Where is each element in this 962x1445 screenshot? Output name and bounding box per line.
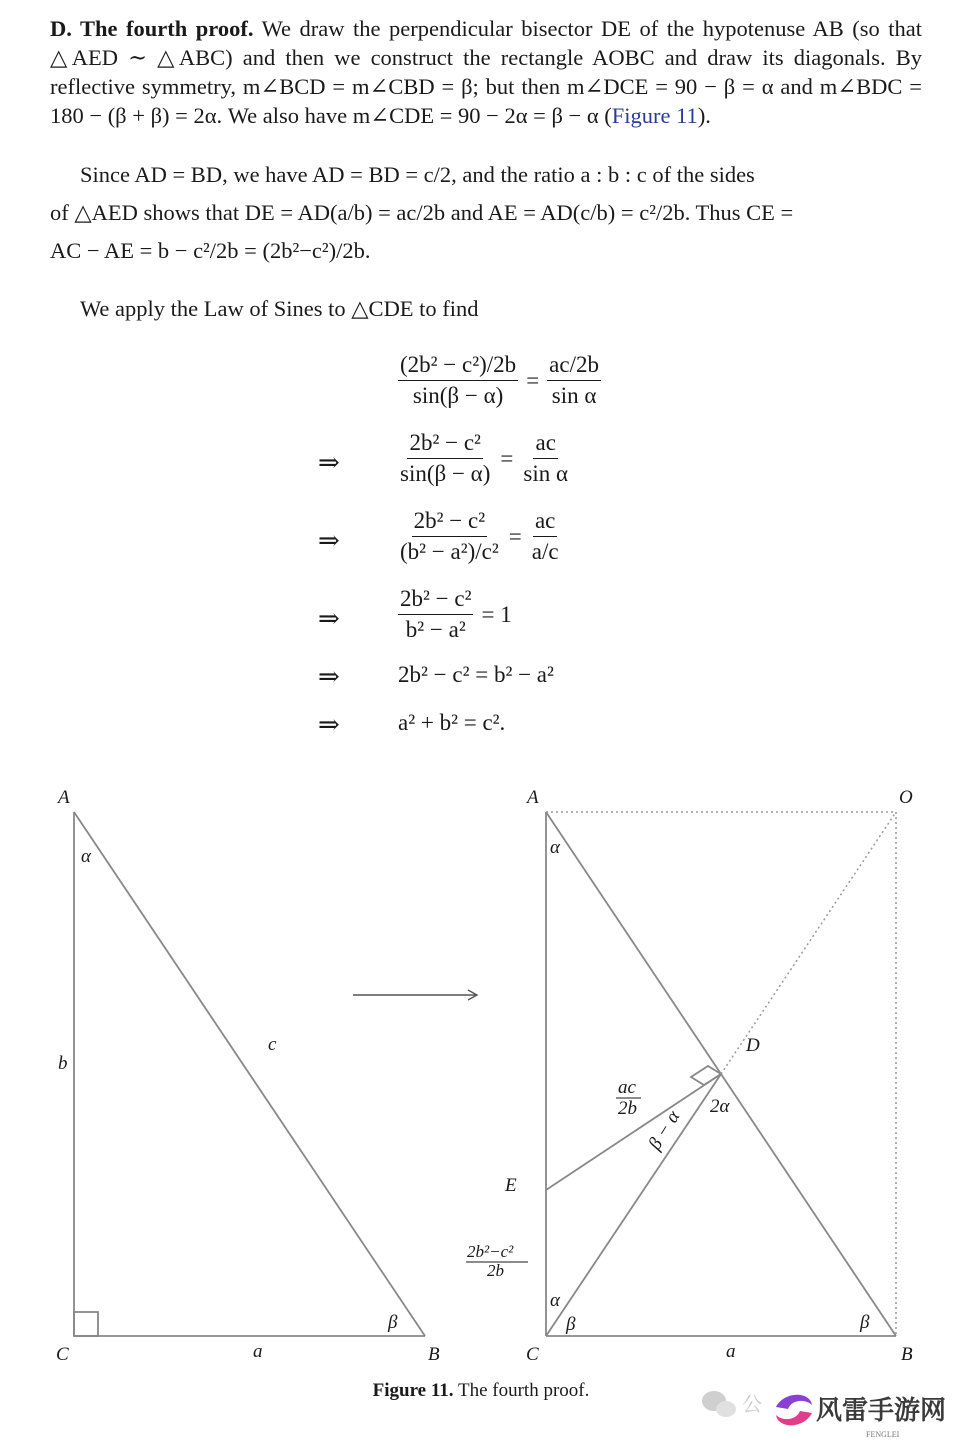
eq1-lhs-num: (2b² − c²)/2b <box>398 352 518 381</box>
transform-arrow <box>353 990 477 1000</box>
hypotenuse-ab <box>74 812 425 1336</box>
equals-sign: = <box>526 367 540 393</box>
label-two-alpha: 2α <box>710 1096 730 1117</box>
left-triangle <box>74 812 425 1336</box>
label-beta-b: β <box>860 1312 870 1333</box>
right-angle-marker <box>74 1312 98 1336</box>
label-alpha-bottom: α <box>550 1290 560 1311</box>
paragraph1-text: We draw the perpendicular bisector DE of the hypotenuse AB (so that △AED ∼ △ABC) and then we construct the rectangle AOBC and draw its diagonals. By reflective symmetry, m∠BCD = m∠CBD = β; but then m∠DCE = 90 − β = α and m∠BDC = 180 − (β + β) = 2α. We also have m∠CDE = 90 − 2α = β − α ( <box>50 16 922 128</box>
label-beta: β <box>388 1312 398 1333</box>
label-beta-c: β <box>566 1314 576 1335</box>
label-c-vertex: C <box>56 1344 69 1365</box>
eq1-rhs-num: ac/2b <box>547 352 601 381</box>
eq2-rhs-num: ac <box>533 430 557 459</box>
equation-row-4 <box>0 586 962 646</box>
eq4-rhs: = 1 <box>481 601 512 627</box>
watermark <box>700 1385 962 1440</box>
label-c-vertex-right: C <box>526 1344 539 1365</box>
paragraph-proof-intro <box>50 14 922 130</box>
paragraph2-line3: AC − AE = b − c²/2b = (2b²−c²)/2b. <box>50 238 371 263</box>
label-beta-minus-alpha: β − α <box>644 1107 685 1154</box>
eq4-lhs-den: b² − a² <box>405 617 466 642</box>
eq4-lhs-fraction <box>398 586 473 643</box>
figure-11-link[interactable]: Figure 11 <box>611 103 698 128</box>
watermark-logo <box>700 1385 962 1440</box>
figure-11-diagram <box>0 775 962 1375</box>
eq2-rhs-den: sin α <box>523 461 569 486</box>
eq2-lhs-num: 2b² − c² <box>407 430 482 459</box>
label-a-side: a <box>253 1341 263 1362</box>
label-d: D <box>746 1035 760 1056</box>
label-o-vertex: O <box>899 787 913 808</box>
eq3-lhs-num: 2b² − c² <box>412 508 487 537</box>
eq1-lhs-fraction <box>398 352 518 409</box>
paragraph2-line2: of △AED shows that DE = AD(a/b) = ac/2b and AE = AD(c/b) = c²/2b. Thus CE = <box>50 200 794 225</box>
eq1-rhs-fraction <box>547 352 601 409</box>
eq3-lhs-den: (b² − a²)/c² <box>400 539 499 564</box>
label-b-vertex: B <box>428 1344 440 1365</box>
watermark-brand: 风雷手游网 <box>816 1396 947 1425</box>
watermark-prefix: 公 <box>742 1394 762 1416</box>
label-a-vertex: A <box>58 787 70 808</box>
eq1-lhs-den: sin(β − α) <box>412 383 504 408</box>
implies-arrow: ⇒ <box>318 526 340 555</box>
caption-text: The fourth proof. <box>457 1380 590 1401</box>
eq4-lhs-num: 2b² − c² <box>398 586 473 615</box>
implies-arrow: ⇒ <box>318 604 340 633</box>
label-alpha-top: α <box>550 837 560 858</box>
label-b-side: b <box>58 1053 68 1074</box>
equation-row-3 <box>0 508 962 568</box>
eq6-text: a² + b² = c². <box>398 710 506 735</box>
label-ce-den: 2b <box>487 1261 504 1280</box>
equation-row-6 <box>0 710 962 770</box>
implies-arrow: ⇒ <box>318 662 340 691</box>
fenglei-logo-icon <box>776 1395 812 1426</box>
equals-sign: = <box>508 523 522 549</box>
eq2-rhs-fraction <box>521 430 570 487</box>
paragraph1-tail: ). <box>697 103 711 128</box>
wechat-icon <box>702 1391 736 1417</box>
label-c-side: c <box>268 1034 277 1055</box>
label-ce-num: 2b²−c² <box>467 1242 514 1261</box>
eq3-rhs-fraction <box>530 508 561 565</box>
equation-row-2 <box>0 430 962 490</box>
section-heading: D. The fourth proof. <box>50 16 254 41</box>
implies-arrow: ⇒ <box>318 448 340 477</box>
label-a-side-right: a <box>726 1341 736 1362</box>
law-of-sines-intro: We apply the Law of Sines to △CDE to find <box>80 296 479 321</box>
paragraph2-line1: Since AD = BD, we have AD = BD = c/2, and the ratio a : b : c of the sides <box>80 162 755 187</box>
label-b-vertex-right: B <box>901 1344 913 1365</box>
equation-row-1 <box>0 352 962 412</box>
eq2-lhs-den: sin(β − α) <box>400 461 491 486</box>
label-alpha: α <box>81 846 91 867</box>
label-de-num: ac <box>618 1077 636 1098</box>
caption-label: Figure 11. <box>372 1380 454 1401</box>
eq3-lhs-fraction <box>398 508 501 565</box>
label-de-den: 2b <box>618 1098 637 1119</box>
eq2-lhs-fraction <box>398 430 492 487</box>
implies-arrow: ⇒ <box>318 710 340 739</box>
watermark-sub: FENGLEI <box>866 1430 900 1439</box>
eq1-rhs-den: sin α <box>551 383 597 408</box>
paragraph-ratios <box>50 160 922 266</box>
label-a-vertex-right: A <box>527 787 539 808</box>
eq3-rhs-num: ac <box>533 508 557 537</box>
equals-sign: = <box>500 445 514 471</box>
eq5-text: 2b² − c² = b² − a² <box>398 662 554 687</box>
label-e: E <box>505 1175 517 1196</box>
eq3-rhs-den: a/c <box>531 539 559 564</box>
